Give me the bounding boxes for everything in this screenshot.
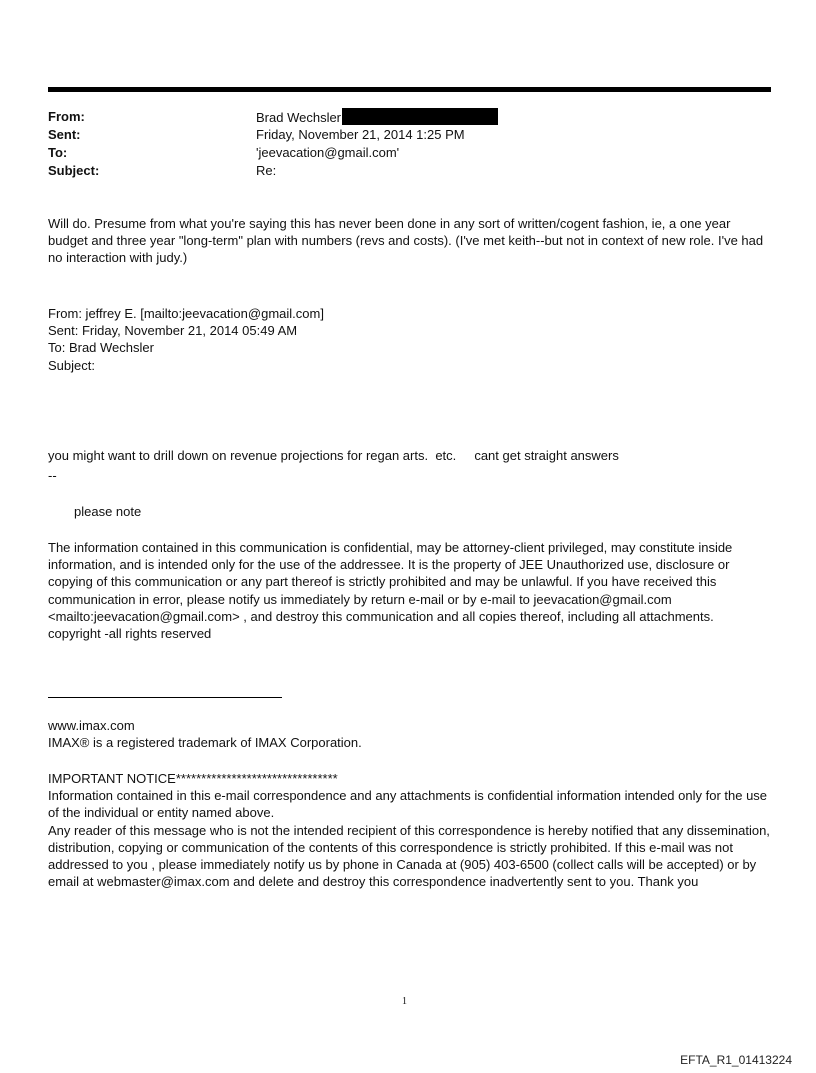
signature-separator	[48, 467, 770, 484]
please-note-text: please note	[74, 504, 142, 519]
quoted-to: To: Brad Wechsler	[48, 340, 154, 356]
separator-text: --	[48, 468, 57, 483]
email-header	[48, 108, 498, 180]
reply-text: Will do. Presume from what you're saying this has never been done in any sort of written/cogent fashion, ie, a one year budget and three year "long-term" plan with numbers (revs and costs). (I've met keith--but not in context of new role. I've had no interaction with judy.)	[48, 216, 764, 266]
imax-notice	[48, 770, 770, 890]
imax-notice-p1: Information contained in this e-mail correspondence and any attachments is confidential information intended only for the use of the individual or entity named above.	[48, 788, 768, 821]
redaction-box	[342, 108, 498, 125]
signature-rule	[48, 697, 282, 698]
reply-body	[48, 215, 770, 267]
quoted-sent: Sent: Friday, November 21, 2014 05:49 AM	[48, 323, 298, 339]
page-number: 1	[402, 996, 407, 1007]
from-row	[48, 108, 498, 126]
bates-number: EFTA_R1_01413224	[680, 1053, 792, 1067]
imax-notice-title: IMPORTANT NOTICE********************************	[48, 771, 338, 786]
confidential-notice-text: The information contained in this communication is confidential, may be attorney-client privileged, may constitute inside information, and is intended only for the use of the addressee. It is the property of JEE Unauthorized use, disclosure or copying of this communication or any part thereof is strictly prohibited and may be unlawful. If you have received this communication in error, please notify us immediately by return e-mail or by e-mail to jeevacation@gmail.com <mailto:jeevacation@gmail.com> , and destroy this communication and all copies thereof, including all attachments. copyright -all rights reserved	[48, 540, 733, 642]
sent-value: Friday, November 21, 2014 1:25 PM	[256, 127, 465, 142]
from-value	[256, 108, 498, 126]
from-name: Brad Wechsler	[256, 110, 342, 125]
subject-row	[48, 162, 498, 180]
to-value: 'jeevacation@gmail.com'	[256, 145, 400, 160]
please-note	[74, 503, 141, 520]
from-label: From:	[48, 109, 85, 124]
subject-label: Subject:	[48, 163, 100, 178]
quoted-subject: Subject:	[48, 357, 95, 373]
sent-row	[48, 126, 498, 144]
to-label: To:	[48, 145, 68, 160]
imax-footer	[48, 717, 770, 751]
subject-value: Re:	[256, 163, 277, 178]
confidential-notice	[48, 539, 770, 642]
quoted-from: From: jeffrey E. [mailto:jeevacation@gmail.com]	[48, 306, 324, 321]
header-top-rule	[48, 87, 771, 92]
imax-notice-p2: Any reader of this message who is not the intended recipient of this correspondence is hereby notified that any dissemination, distribution, copying or communication of the contents of this correspondence is strictly prohibited. If this e-mail was not addressed to you , please immediately notify us by phone in Canada at (905) 403-6500 (collect calls will be accepted) or by email at webmaster@imax.com and delete and destroy this correspondence inadvertently sent to you. Thank you	[48, 822, 770, 890]
sent-label: Sent:	[48, 127, 81, 142]
to-row	[48, 144, 498, 162]
imax-trademark: IMAX® is a registered trademark of IMAX Corporation.	[48, 735, 362, 751]
quoted-body-text: you might want to drill down on revenue projections for regan arts. etc. cant get straight answers	[48, 448, 619, 464]
imax-url: www.imax.com	[48, 718, 135, 733]
quoted-header	[48, 305, 770, 374]
